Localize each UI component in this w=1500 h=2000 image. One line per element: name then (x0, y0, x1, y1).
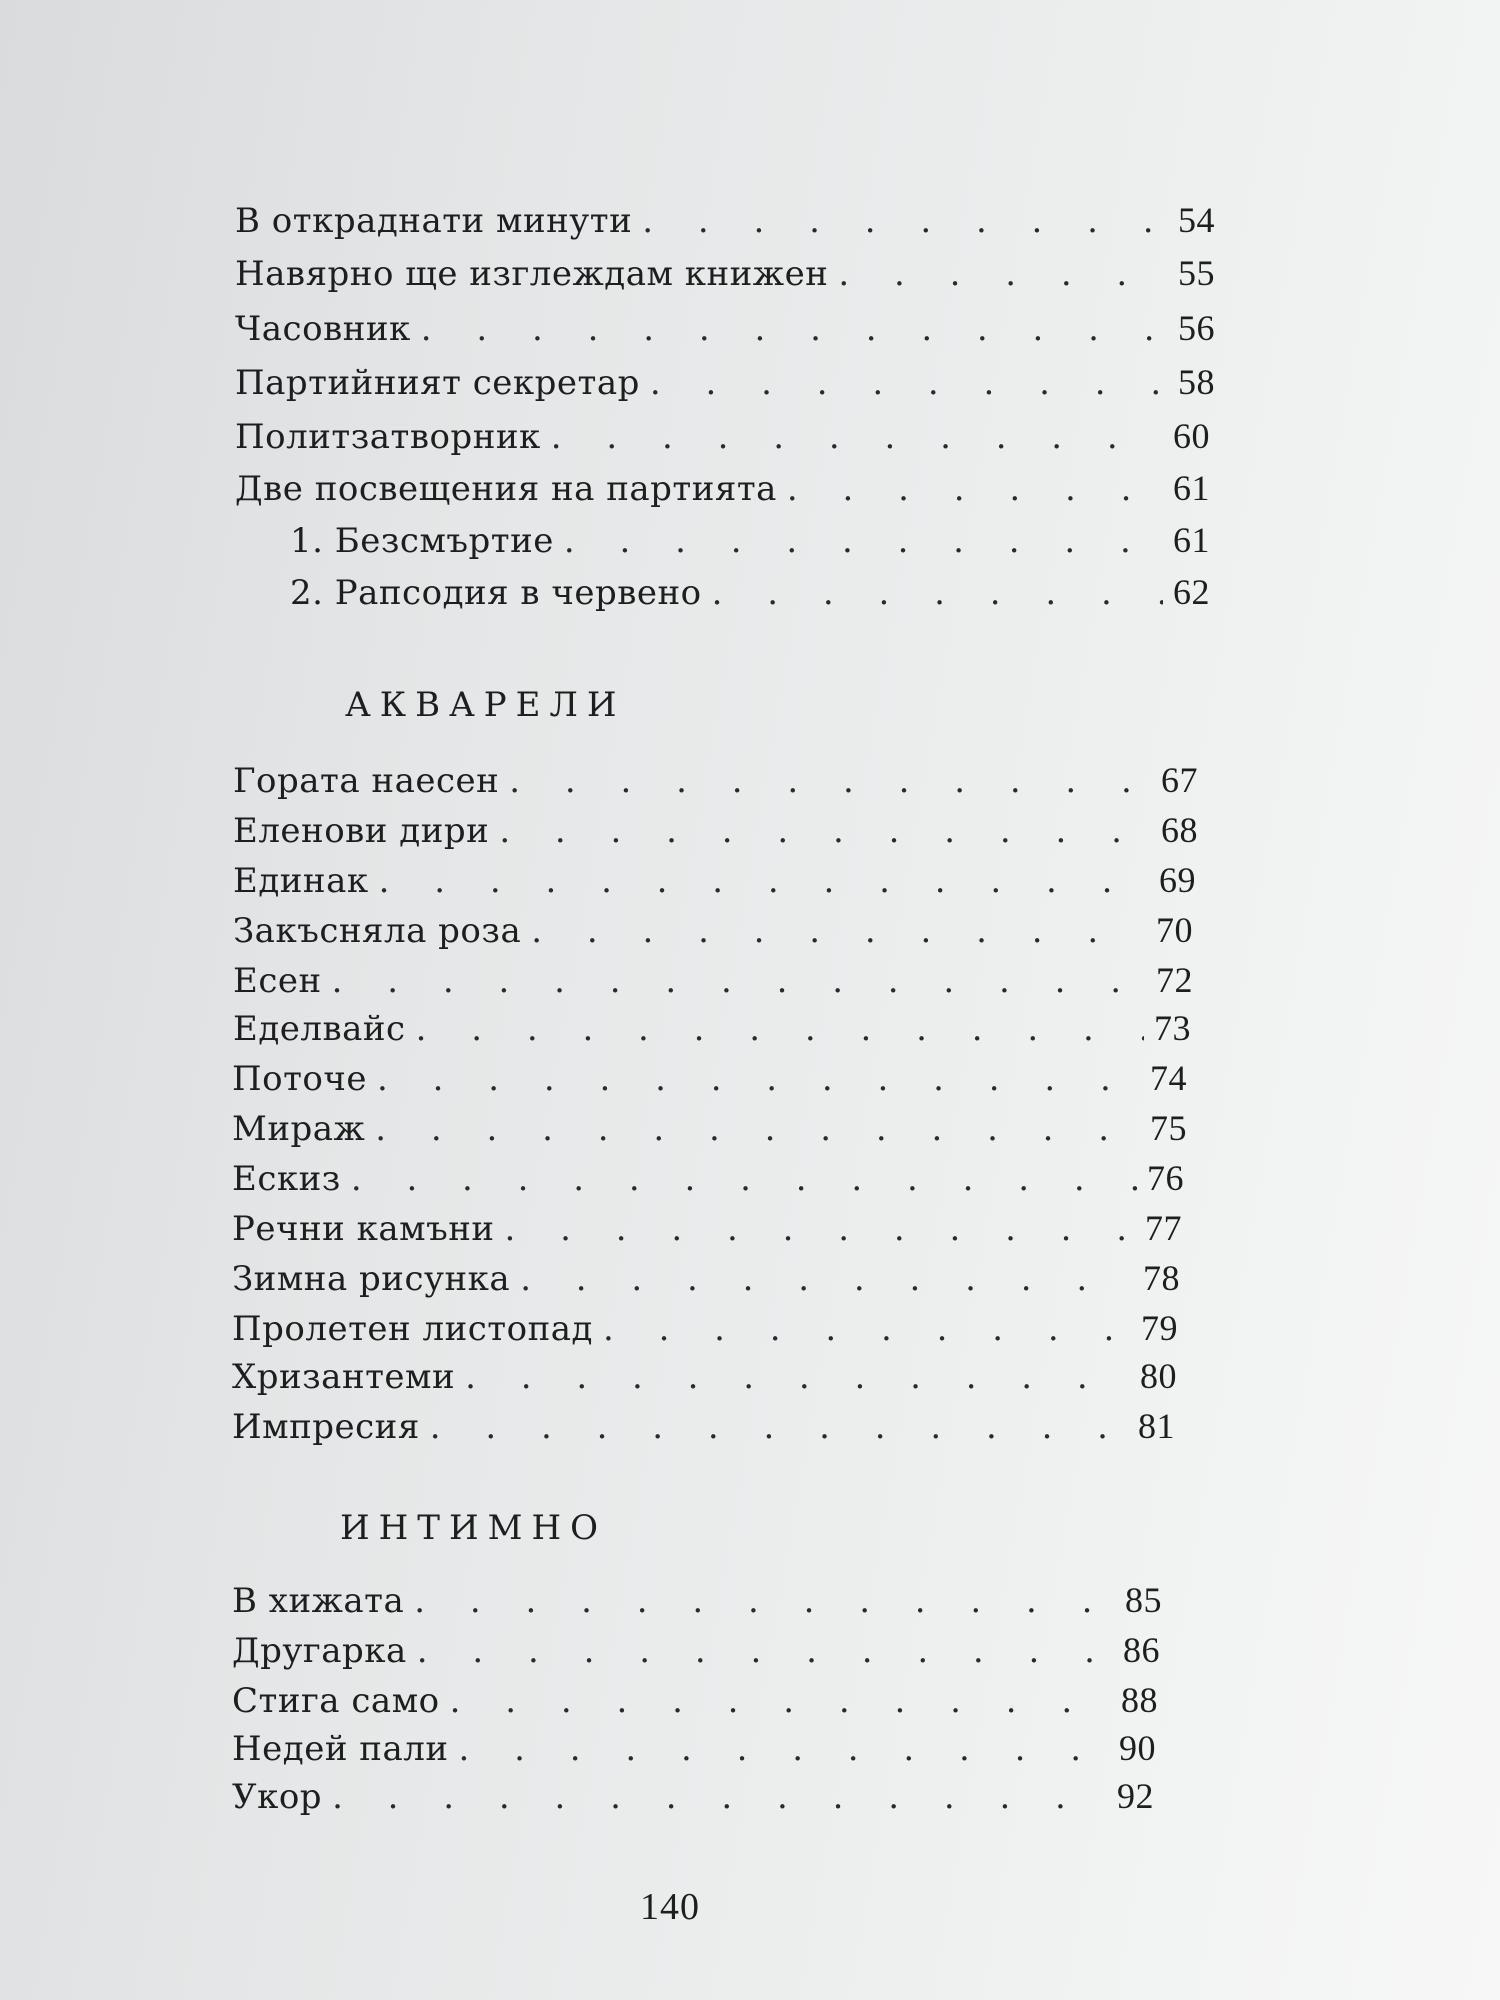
toc-entry (233, 910, 1193, 951)
dot-leader (421, 309, 1168, 349)
dot-leader (712, 573, 1163, 613)
dot-leader (642, 201, 1168, 241)
toc-entry-page: 88 (1121, 1680, 1158, 1720)
dot-leader (416, 1009, 1144, 1049)
toc-entry-page: 73 (1154, 1008, 1191, 1048)
toc-entry (232, 1308, 1178, 1349)
toc-entry-title: В хижата (232, 1581, 405, 1621)
toc-entry-title: Мираж (232, 1109, 366, 1149)
toc-entry-title: Поточе (232, 1059, 367, 1099)
toc-entry-title: Еленови дири (233, 811, 490, 851)
dot-leader (375, 1109, 1140, 1149)
dot-leader (551, 417, 1163, 457)
toc-entry (232, 1728, 1156, 1769)
dot-leader (332, 1777, 1107, 1817)
toc-entry (235, 200, 1215, 241)
toc-entry-title: В откраднати минути (235, 201, 633, 241)
dot-leader (650, 363, 1168, 403)
dot-leader (379, 861, 1149, 901)
toc-entry (232, 1158, 1184, 1199)
toc-entry-title: Хризантеми (232, 1357, 456, 1397)
toc-entry-page: 67 (1161, 760, 1198, 800)
toc-entry (232, 1258, 1180, 1299)
dot-leader (414, 1581, 1115, 1621)
toc-entry-title: Пролетен листопад (232, 1309, 593, 1349)
toc-entry-title: Еделвайс (233, 1009, 406, 1049)
toc-entry (232, 1776, 1154, 1817)
toc-entry-page: 58 (1178, 362, 1215, 402)
toc-entry-title: Политзатворник (235, 417, 541, 457)
toc-entry (233, 810, 1198, 851)
toc-entry (232, 1406, 1175, 1447)
toc-entry-page: 56 (1178, 308, 1215, 348)
toc-entry-title: Есен (233, 961, 322, 1001)
toc-entry (232, 1680, 1158, 1721)
page-number: 140 (640, 1886, 700, 1928)
toc-entry-page: 72 (1156, 960, 1193, 1000)
dot-leader (505, 1209, 1135, 1249)
dot-leader (509, 761, 1151, 801)
toc-entry-title: Навярно ще изглеждам книжен (235, 254, 829, 294)
toc-entry-page: 54 (1178, 200, 1215, 240)
dot-leader (450, 1681, 1111, 1721)
section-heading: ИНТИМНО (340, 1508, 607, 1548)
toc-subentry (290, 520, 1210, 561)
dot-leader (377, 1059, 1140, 1099)
toc-entry (233, 1008, 1191, 1049)
toc-entry-page: 81 (1138, 1406, 1175, 1446)
toc-entry-title: Партийният секретар (235, 363, 640, 403)
toc-entry-page: 69 (1159, 860, 1196, 900)
toc-entry-title: Стига само (232, 1681, 440, 1721)
toc-entry-page: 85 (1125, 1580, 1162, 1620)
dot-leader (430, 1407, 1128, 1447)
toc-subentry (290, 572, 1210, 613)
dot-leader (417, 1631, 1113, 1671)
toc-entry-page: 79 (1141, 1308, 1178, 1348)
dot-leader (459, 1729, 1110, 1769)
toc-entry-page: 68 (1161, 810, 1198, 850)
toc-entry (232, 1058, 1187, 1099)
toc-entry-title: Недей пали (232, 1729, 449, 1769)
toc-entry-title: Импресия (232, 1407, 420, 1447)
toc-entry-title: Две посвещения на партията (235, 469, 777, 509)
toc-entry (235, 308, 1215, 349)
toc-entry-title: Зимна рисунка (232, 1259, 511, 1299)
toc-entry-title: Часовник (235, 309, 411, 349)
toc-entry (232, 1208, 1182, 1249)
toc-entry-page: 55 (1178, 253, 1215, 293)
toc-entry-page: 86 (1123, 1630, 1160, 1670)
toc-entry (235, 468, 1210, 509)
toc-entry (232, 1630, 1160, 1671)
toc-entry-page: 90 (1119, 1728, 1156, 1768)
toc-entry (233, 860, 1196, 901)
toc-entry (235, 253, 1215, 294)
toc-entry-title: 1. Безсмъртие (290, 521, 554, 561)
toc-entry-title: Единак (233, 861, 369, 901)
toc-entry-page: 80 (1140, 1356, 1177, 1396)
toc-entry-page: 77 (1145, 1208, 1182, 1248)
toc-entry-page: 61 (1173, 520, 1210, 560)
dot-leader (520, 1259, 1133, 1299)
toc-entry (235, 416, 1210, 457)
dot-leader (838, 254, 1168, 294)
toc-entry-title: Речни камъни (232, 1209, 495, 1249)
toc-entry (235, 362, 1215, 403)
toc-entry-page: 60 (1173, 416, 1210, 456)
toc-entry-title: Другарка (232, 1631, 407, 1671)
toc-entry (233, 960, 1193, 1001)
dot-leader (531, 911, 1146, 951)
toc-entry (232, 1108, 1187, 1149)
dot-leader (465, 1357, 1130, 1397)
toc-entry-title: Ескиз (232, 1159, 341, 1199)
toc-entry (232, 1580, 1162, 1621)
toc-entry-title: Гората наесен (233, 761, 500, 801)
dot-leader (787, 469, 1163, 509)
toc-entry (232, 1356, 1177, 1397)
dot-leader (332, 961, 1146, 1001)
toc-entry-page: 74 (1150, 1058, 1187, 1098)
toc-entry-page: 75 (1150, 1108, 1187, 1148)
toc-entry-page: 62 (1173, 572, 1210, 612)
toc-entry-page: 76 (1147, 1158, 1184, 1198)
dot-leader (499, 811, 1151, 851)
dot-leader (603, 1309, 1131, 1349)
dot-leader (351, 1159, 1137, 1199)
dot-leader (564, 521, 1163, 561)
toc-entry-page: 70 (1156, 910, 1193, 950)
section-heading: АКВАРЕЛИ (345, 685, 626, 725)
toc-entry-title: Закъсняла роза (233, 911, 522, 951)
toc-entry (233, 760, 1198, 801)
toc-entry-title: Укор (232, 1777, 323, 1817)
toc-entry-page: 78 (1143, 1258, 1180, 1298)
toc-entry-page: 61 (1173, 468, 1210, 508)
toc-entry-page: 92 (1117, 1776, 1154, 1816)
toc-entry-title: 2. Рапсодия в червено (290, 573, 702, 613)
